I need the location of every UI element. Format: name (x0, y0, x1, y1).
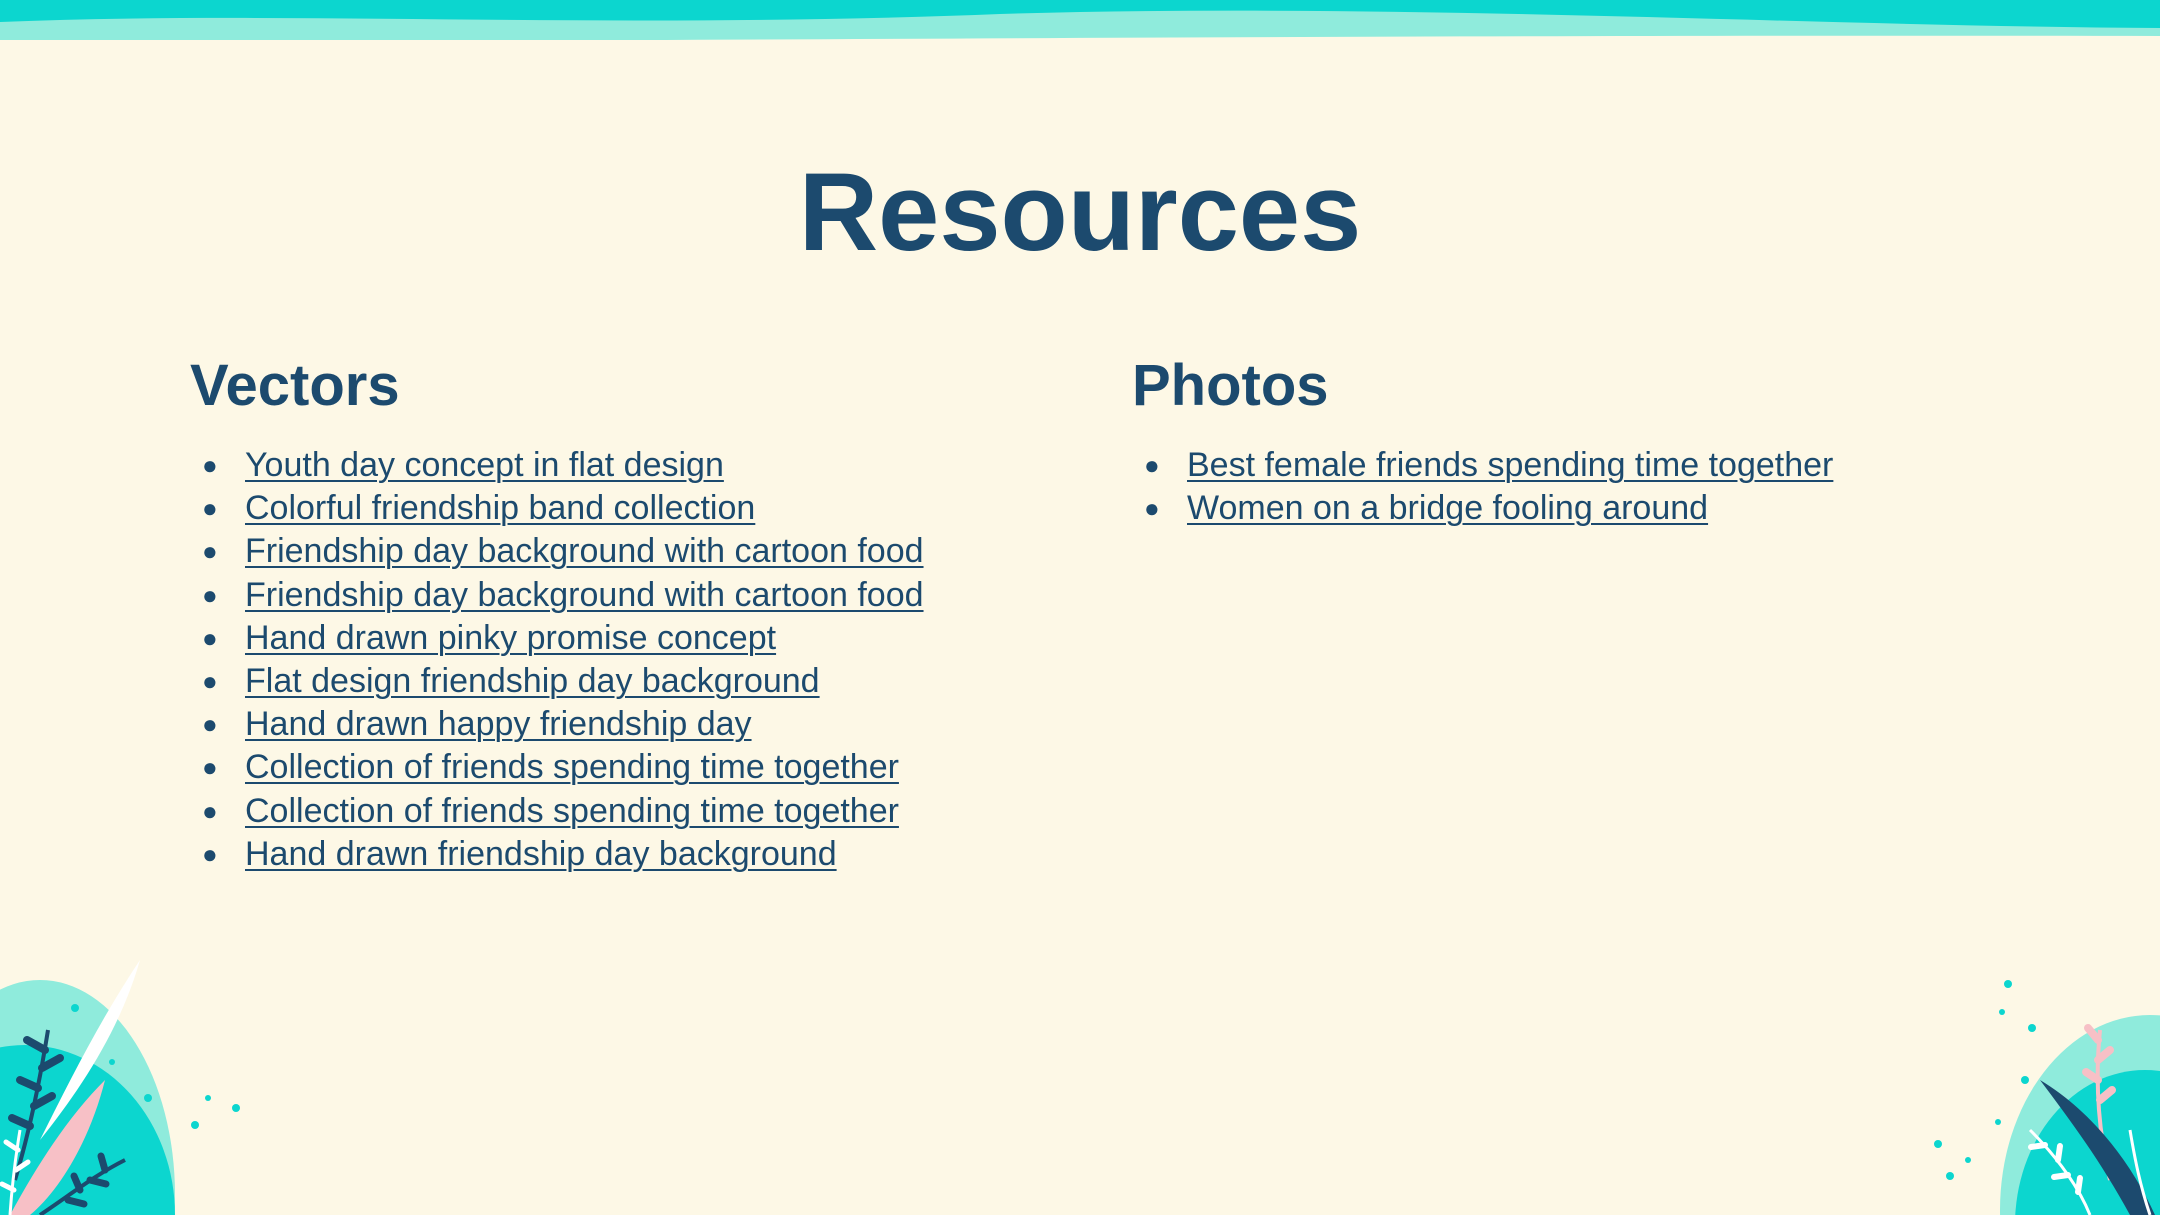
vector-link[interactable]: Collection of friends spending time together (245, 791, 899, 830)
list-item (1132, 444, 2032, 487)
photos-list (1132, 444, 2032, 530)
vectors-list (190, 444, 1090, 876)
vector-link[interactable]: Collection of friends spending time together (245, 748, 899, 787)
vectors-heading: Vectors (190, 353, 400, 418)
bullet-icon: ● (1144, 493, 1160, 524)
bullet-icon: ● (202, 752, 218, 783)
list-item (1132, 487, 2032, 530)
bullet-icon: ● (202, 709, 218, 740)
list-item (190, 660, 1090, 703)
bullet-icon: ● (202, 838, 218, 869)
bullet-icon: ● (202, 579, 218, 610)
bullet-icon: ● (202, 795, 218, 826)
vector-link[interactable]: Colorful friendship band collection (245, 489, 756, 528)
list-item (190, 487, 1090, 530)
photo-link[interactable]: Women on a bridge fooling around (1187, 489, 1709, 528)
bullet-icon: ● (202, 666, 218, 697)
bullet-icon: ● (1144, 450, 1160, 480)
list-item (190, 703, 1090, 746)
leaf-decoration-right (1920, 980, 2160, 1215)
list-item (190, 790, 1090, 833)
bullet-icon: ● (202, 536, 218, 567)
photos-section (1132, 350, 2032, 530)
vector-link[interactable]: Friendship day background with cartoon food (245, 532, 924, 571)
list-item (190, 444, 1090, 487)
vector-link[interactable]: Friendship day background with cartoon food (245, 575, 924, 614)
vectors-section (190, 350, 1090, 876)
top-wave-decoration (0, 0, 2160, 50)
leaf-decoration-left (0, 950, 260, 1215)
vector-link[interactable]: Youth day concept in flat design (245, 446, 724, 484)
photos-heading: Photos (1132, 353, 1329, 418)
vector-link[interactable]: Hand drawn pinky promise concept (245, 618, 777, 657)
photo-link[interactable]: Best female friends spending time together (1187, 446, 1834, 484)
vector-link[interactable]: Hand drawn friendship day background (245, 834, 837, 873)
list-item (190, 746, 1090, 789)
slide-title: Resources (798, 151, 1362, 274)
vector-link[interactable]: Hand drawn happy friendship day (245, 705, 752, 744)
bullet-icon: ● (202, 493, 218, 524)
list-item (190, 833, 1090, 876)
list-item (190, 574, 1090, 617)
list-item (190, 617, 1090, 660)
bullet-icon: ● (202, 622, 218, 653)
list-item (190, 530, 1090, 573)
vector-link[interactable]: Flat design friendship day background (245, 662, 820, 701)
bullet-icon: ● (202, 450, 218, 480)
